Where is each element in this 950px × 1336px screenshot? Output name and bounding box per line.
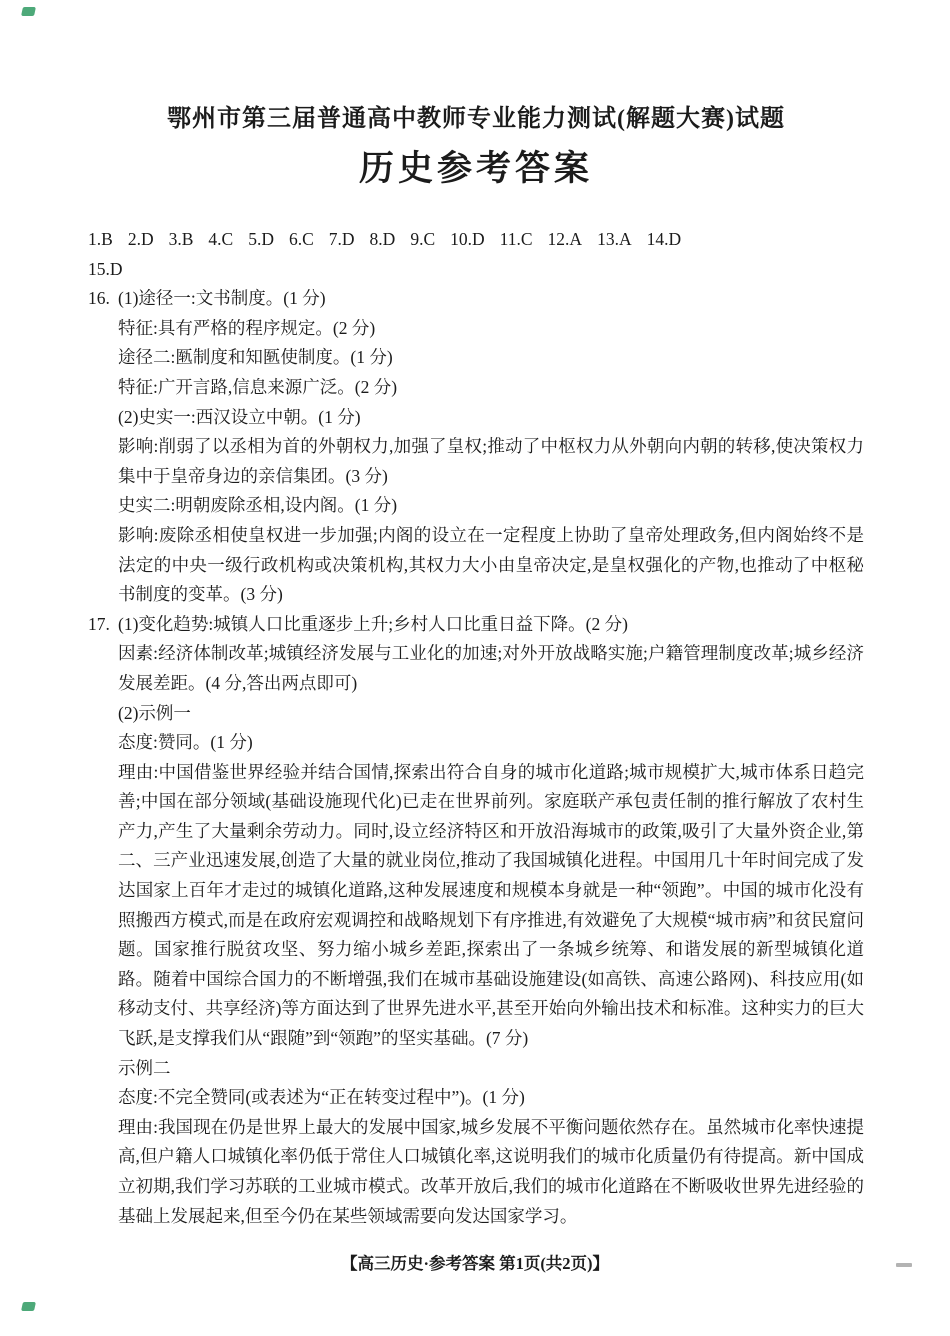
answer-paragraph [88, 373, 864, 403]
paragraph-text: 影响:削弱了以丞相为首的外朝权力,加强了皇权;推动了中枢权力从外朝向内朝的转移,使决策权力集中于皇帝身边的亲信集团。(3 分) [118, 436, 864, 486]
answer-item: 13.A [597, 229, 632, 249]
registration-mark-bottom-left [21, 1302, 36, 1311]
answer-item: 15.D [88, 258, 123, 279]
answer-paragraph [88, 1113, 864, 1231]
answer-paragraph [88, 491, 864, 521]
answer-body [88, 225, 864, 1231]
answer-item: 4.C [208, 229, 234, 249]
paragraph-text: (2)史实一:西汉设立中朝。(1 分) [118, 406, 361, 427]
answer-paragraph [88, 639, 864, 698]
answer-paragraph [88, 758, 864, 1054]
choice-answers-row-2 [88, 255, 864, 285]
answer-paragraph [88, 432, 864, 491]
answer-item: 2.D [127, 229, 154, 249]
paragraph-text: (1)途径一:文书制度。(1 分) [118, 288, 326, 309]
answer-item: 5.D [248, 229, 274, 249]
paragraph-text: 影响:废除丞相使皇权进一步加强;内阁的设立在一定程度上协助了皇帝处理政务,但内阁始终不是法定的中央一级行政机构或决策机构,其权力大小由皇帝决定,是皇权强化的产物,也推动了中枢秘书制度的变革。(3 分) [118, 524, 864, 605]
answer-paragraph [88, 403, 864, 433]
answer-item: 3.B [168, 229, 194, 249]
answer-item: 10.D [450, 229, 485, 249]
registration-mark-top-left [21, 7, 36, 16]
document-content [88, 98, 864, 1231]
paragraph-text: 史实二:明朝废除丞相,设内阁。(1 分) [118, 495, 398, 516]
choice-answers-row-1 [88, 225, 864, 255]
answer-item: 8.D [369, 229, 396, 249]
paragraph-label: 17. [88, 613, 110, 634]
paragraph-text: 特征:广开言路,信息来源广泛。(2 分) [118, 376, 398, 397]
paragraph-text: 因素:经济体制改革;城镇经济发展与工业化的加速;对外开放战略实施;户籍管理制度改革;城乡经济发展差距。(4 分,答出两点即可) [118, 643, 864, 693]
answer-paragraph [88, 284, 864, 314]
answer-paragraph [88, 610, 864, 640]
answer-item: 12.A [547, 229, 583, 249]
paragraph-text: 途径二:匦制度和知匦使制度。(1 分) [118, 347, 393, 368]
answer-paragraph [88, 699, 864, 729]
paragraph-text: 示例二 [118, 1057, 171, 1078]
free-response-answers [88, 284, 864, 1231]
paragraph-text: (2)示例一 [118, 702, 191, 723]
paragraph-text: (1)变化趋势:城镇人口比重逐步上升;乡村人口比重日益下降。(2 分) [118, 613, 628, 634]
paragraph-text: 特征:具有严格的程序规定。(2 分) [118, 317, 376, 338]
answer-item: 14.D [646, 229, 682, 249]
answer-item: 9.C [410, 229, 436, 249]
answer-paragraph [88, 521, 864, 610]
paragraph-text: 理由:中国借鉴世界经验并结合国情,探索出符合自身的城市化道路;城市规模扩大,城市体系日趋完善;中国在部分领域(基础设施现代化)已走在世界前列。家庭联产承包责任制的推行解放了农村生产力,产生了大量剩余劳动力。同时,设立经济特区和开放沿海城市的政策,吸引了大量外资企业,第二、三产业迅速发展,创造了大量的就业岗位,推动了我国城镇化进程。中国用几十年时间完成了发达国家上百年才走过的城镇化道路,这种发展速度和规模本身就是一种“领跑”。中国的城市化没有照搬西方模式,而是在政府宏观调控和战略规划下有序推进,有效避免了大规模“城市病”和贫民窟问题。国家推行脱贫攻坚、努力缩小城乡差距,探索出了一条城乡统筹、和谐发展的新型城镇化道路。随着中国综合国力的不断增强,我们在城市基础设施建设(如高铁、高速公路网)、科技应用(如移动支付、共享经济)等方面达到了世界先进水平,甚至开始向外输出技术和标准。这种实力的巨大飞跃,是支撑我们从“跟随”到“领跑”的坚实基础。(7 分) [118, 761, 864, 1049]
answer-item: 6.C [288, 229, 314, 249]
answer-item: 7.D [328, 229, 355, 249]
answer-paragraph [88, 728, 864, 758]
answer-paragraph [88, 314, 864, 344]
answer-item: 11.C [499, 229, 533, 249]
paragraph-text: 态度:赞同。(1 分) [118, 732, 253, 753]
paragraph-text: 态度:不完全赞同(或表述为“正在转变过程中”)。(1 分) [118, 1087, 525, 1108]
paragraph-label: 16. [88, 288, 110, 309]
answer-paragraph [88, 343, 864, 373]
document-subtitle: 历史参考答案 [358, 149, 593, 188]
page-footer: 【高三历史·参考答案 第1页(共2页)】 [340, 1254, 610, 1273]
paragraph-text: 理由:我国现在仍是世界上最大的发展中国家,城乡发展不平衡问题依然存在。虽然城市化率快速提高,但户籍人口城镇化率仍低于常住人口城镇化率,这说明我们的城市化质量仍有待提高。新中国成立初期,我们学习苏联的工业城市模式。改革开放后,我们的城市化道路在不断吸收世界先进经验的基础上发展起来,但至今仍在某些领域需要向发达国家学习。 [118, 1116, 864, 1226]
document-title: 鄂州市第三届普通高中教师专业能力测试(解题大赛)试题 [167, 106, 785, 132]
answer-paragraph [88, 1054, 864, 1084]
answer-paragraph [88, 1083, 864, 1113]
answer-item: 1.B [88, 229, 113, 249]
